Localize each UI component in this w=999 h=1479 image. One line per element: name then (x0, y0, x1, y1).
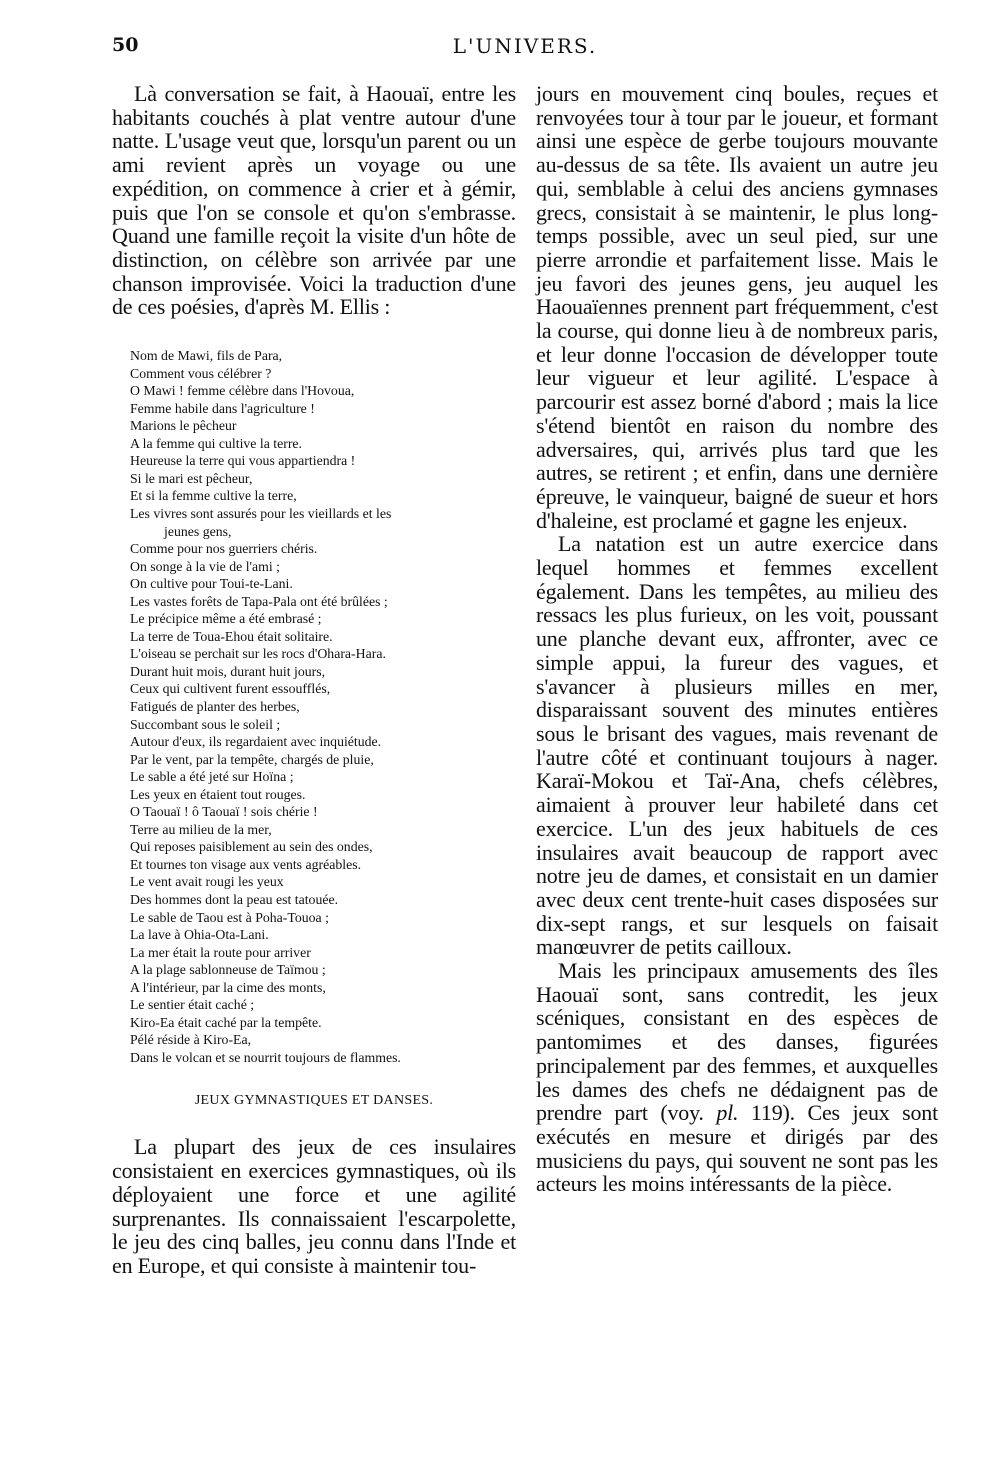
page-header (112, 34, 938, 64)
poem-line: La mer était la route pour arriver (130, 944, 311, 960)
poem-line: Et tournes ton visage aux vents agréables. (130, 856, 362, 872)
intro-paragraph: Là conversation se fait, à Haouaï, entre les habitants couchés à plat ventre autour d'une natte. L'usage veut que, lorsqu'un parent ou un ami revient après un voyage ou une expédition, on commence à crier et à gémir, puis que l'on se console et qu'on s'embrasse. Quand une famille reçoit la visite d'un hôte de distinction, on célèbre son arrivée par une chanson improvisée. Voici la traduction d'une de ces poésies, d'après M. Ellis : (112, 81, 516, 320)
scenic-text-end: 119). Ces jeux sont exécutés en mesure et dirigés par des musiciens du pays, qui souvent ne sont pas les acteurs les moins intéressants de la pièce. (536, 1100, 939, 1197)
ball-games-paragraph: jours en mouvement cinq boules, reçues et renvoyées tour à tour par le joueur, et formant ainsi une espèce de gerbe toujours mouvante au-dessus de sa tête. Ils avaient un autre jeu qui, semblable à celui des anciens gymnases grecs, consistait à se maintenir, le plus long-temps possible, avec un seul pied, sur une pierre arrondie et parfaitement lisse. Mais le jeu favori des jeunes gens, jeu auquel les Haouaïennes prennent part fréquemment, c'est la course, qui donne lieu à de nombreux paris, et leur donne l'occasion de développer toute leur vigueur et leur agilité. L'espace à parcourir est assez borné d'abord ; mais la lice s'étend bientôt en raison du nombre des adversaires, qui, arrivés plus tard que les autres, se retirent ; et enfin, dans une dernière épreuve, le vainqueur, baigné de sueur et hors d'haleine, est proclamé et gagne les enjeux. (536, 81, 938, 533)
poem-line: Pélé réside à Kiro-Ea, (130, 1032, 252, 1048)
poem-line: Qui reposes paisiblement au sein des ondes, (130, 839, 373, 855)
poem-line: Par le vent, par la tempête, chargés de pluie, (130, 751, 374, 767)
poem-line: O Taouaï ! ô Taouaï ! sois chérie ! (130, 804, 318, 820)
poem-line: Les yeux en étaient tout rouges. (130, 786, 306, 802)
poem-line: Marions le pêcheur (130, 418, 237, 434)
poem-line: Succombant sous le soleil ; (130, 716, 281, 732)
poem-line: Le précipice même a été embrasé ; (130, 611, 322, 627)
poem-line: Autour d'eux, ils regardaient avec inquiétude. (130, 734, 382, 750)
poem-line: A l'intérieur, par la cime des monts, (130, 979, 326, 995)
right-column (536, 82, 938, 1196)
poem-line: Si le mari est pêcheur, (130, 470, 253, 486)
poem-line: Le sable de Taou est à Poha-Touoa ; (130, 909, 329, 925)
scenic-games-paragraph (536, 959, 938, 1196)
swimming-paragraph: La natation est un autre exercice dans lequel hommes et femmes excellent également. Dans les tempêtes, au milieu des ressacs les plus furieux, on les voit, poussant une planche devant eux, affronter, avec ce simple appui, la fureur des vagues, et s'avancer à plusieurs milles en mer, disparaissant souvent des minutes entières sous le brisant des vagues, mais revenant de l'autre côté et continuant toujours à nager. Karaï-Mokou et Taï-Ana, chefs célèbres, aimaient à prouver leur habileté dans cet exercice. L'un des jeux habituels de ces insulaires avait beaucoup de rapport avec notre jeu de dames, et consistait en un damier avec deux cent trente-huit cases disposées sur dix-sept rangs, et sur lesquels on faisait manœuvrer de petits cailloux. (536, 531, 938, 960)
poem-line: Kiro-Ea était caché par la tempête. (130, 1014, 322, 1030)
poem-line: Les vastes forêts de Tapa-Pala ont été brûlées ; (130, 593, 388, 609)
page-number: 50 (112, 34, 139, 56)
poem-line: O Mawi ! femme célèbre dans l'Hovoua, (130, 383, 355, 399)
poem-line: A la femme qui cultive la terre. (130, 435, 303, 451)
left-column (112, 82, 516, 1278)
poem-line: On songe à la vie de l'ami ; (130, 558, 280, 574)
poem-line: Terre au milieu de la mer, (130, 821, 272, 837)
poem-line: Nom de Mawi, fils de Para, (130, 348, 283, 364)
poem-line: L'oiseau se perchait sur les rocs d'Ohara-Hara. (130, 646, 386, 662)
poem (130, 347, 516, 1066)
poem-line: Et si la femme cultive la terre, (130, 488, 297, 504)
poem-line: Ceux qui cultivent furent essoufflés, (130, 681, 331, 697)
poem-line: Durant huit mois, durant huit jours, (130, 663, 326, 679)
poem-line: A la plage sablonneuse de Taïmou ; (130, 962, 326, 978)
poem-line: Les vivres sont assurés pour les vieillards et les (130, 505, 392, 521)
poem-line: Le vent avait rougi les yeux (130, 874, 284, 890)
poem-line: Comme pour nos guerriers chéris. (130, 541, 318, 557)
poem-line: On cultive pour Toui-te-Lani. (130, 576, 293, 592)
plate-reference: pl. (716, 1100, 739, 1126)
poem-line: La terre de Toua-Ehou était solitaire. (130, 628, 333, 644)
poem-line: La lave à Ohia-Ota-Lani. (130, 927, 269, 943)
running-title: L'UNIVERS. (452, 34, 598, 58)
poem-line: jeunes gens, (164, 523, 232, 539)
poem-line: Heureuse la terre qui vous appartiendra ! (130, 453, 356, 469)
poem-line: Dans le volcan et se nourrit toujours de flammes. (130, 1049, 401, 1065)
poem-line: Comment vous célébrer ? (130, 365, 272, 381)
poem-line: Le sentier était caché ; (130, 997, 255, 1013)
poem-line: Des hommes dont la peau est tatouée. (130, 891, 339, 907)
poem-line: Fatigués de planter des herbes, (130, 698, 300, 714)
poem-line: Femme habile dans l'agriculture ! (130, 400, 315, 416)
poem-line: Le sable a été jeté sur Hoïna ; (130, 769, 294, 785)
games-paragraph: La plupart des jeux de ces insulaires consistaient en exercices gymnastiques, où ils déployaient une force et une agilité surprenantes. Ils connaissaient l'escarpolette, le jeu des cinq balles, jeu connu dans l'Inde et en Europe, et qui consiste à maintenir tou- (112, 1134, 516, 1278)
scenic-text-start: Mais les principaux amusements des îles Haouaï sont, sans contredit, les jeux scéniques, consistant en des espèces de pantomimes et des danses, figurées principalement par des femmes, et auxquelles les dames des chefs ne dédaignent pas de prendre part (voy. (536, 958, 938, 1126)
section-heading: JEUX GYMNASTIQUES ET DANSES. (194, 1093, 434, 1109)
